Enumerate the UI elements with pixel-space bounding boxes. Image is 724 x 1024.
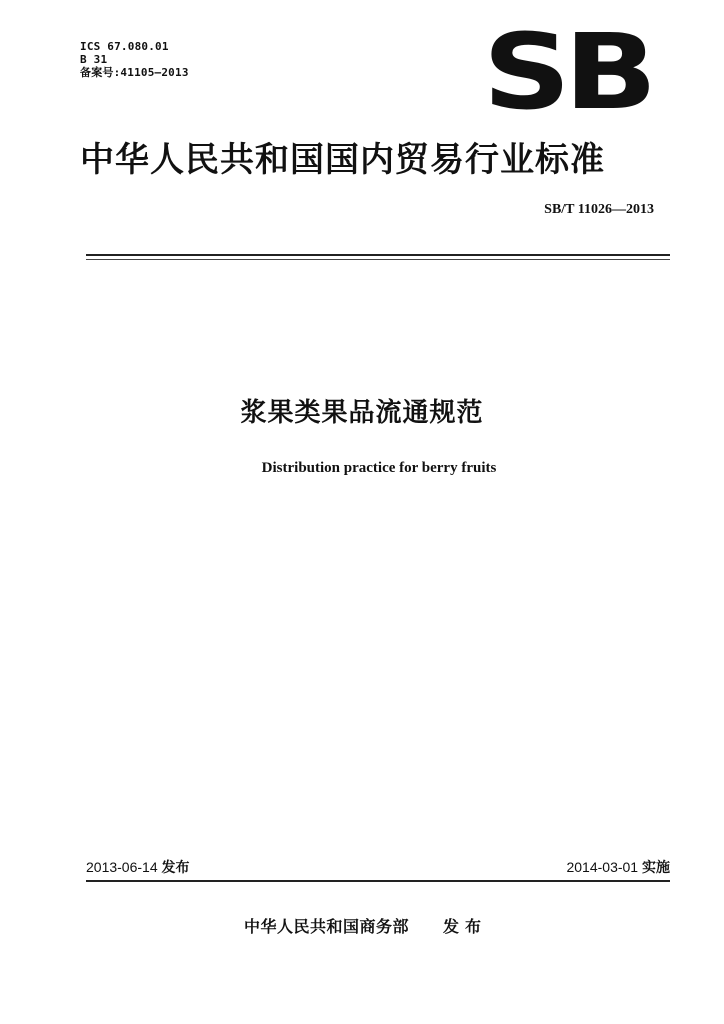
- standard-code: SB/T 11026—2013: [544, 202, 654, 217]
- top-divider: [86, 254, 670, 256]
- implementation-label: 实施: [642, 860, 670, 876]
- bottom-divider: [86, 880, 670, 882]
- publish-label: 发布: [443, 917, 488, 936]
- implementation-date: 2014-03-01: [566, 859, 639, 875]
- class-code: B 31: [80, 53, 108, 66]
- ics-code: ICS 67.080.01: [80, 40, 169, 53]
- classification-block: [80, 40, 189, 79]
- issue-date: 2013-06-14: [86, 859, 158, 875]
- document-title-chinese: 浆果类果品流通规范: [240, 398, 484, 428]
- publisher-line: [244, 916, 487, 938]
- document-title-english: Distribution practice for berry fruits: [261, 460, 497, 476]
- implementation-date-line: [566, 858, 670, 877]
- issue-date-line: [86, 858, 190, 877]
- top-divider-thin: [86, 259, 670, 260]
- issue-label: 发布: [161, 860, 190, 876]
- standard-category-title: 中华人民共和国国内贸易行业标准: [80, 140, 605, 180]
- sb-logo: SB: [482, 11, 651, 133]
- publisher-name: 中华人民共和国商务部: [244, 917, 410, 936]
- record-number: 备案号:41105—2013: [80, 66, 189, 79]
